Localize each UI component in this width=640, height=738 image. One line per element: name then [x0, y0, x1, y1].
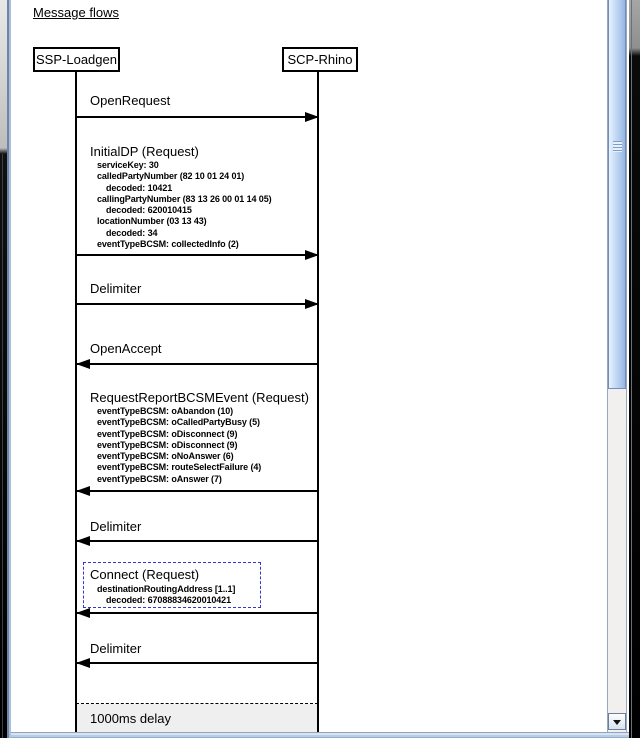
message-arrow-line — [76, 303, 318, 305]
parameter-line: decoded: 67088834620010421 — [106, 595, 231, 606]
vertical-scrollbar[interactable] — [607, 0, 627, 732]
message-arrow-line — [76, 540, 318, 542]
parameter-line: callingPartyNumber (83 13 26 00 01 14 05) — [97, 193, 272, 204]
arrowhead-right-icon — [305, 112, 319, 122]
message-label: RequestReportBCSMEvent (Request) — [90, 390, 309, 405]
arrowhead-left-icon — [76, 359, 90, 369]
message-arrow-line — [76, 490, 318, 492]
parameter-line: eventTypeBCSM: collectedInfo (2) — [97, 239, 239, 250]
parameter-line: eventTypeBCSM: oDisconnect (9) — [97, 439, 238, 450]
message-label: Delimiter — [90, 641, 142, 656]
parameter-line: eventTypeBCSM: routeSelectFailure (4) — [97, 462, 262, 473]
scrollbar-thumb[interactable] — [608, 0, 626, 389]
parameter-line: eventTypeBCSM: oCalledPartyBusy (5) — [97, 417, 260, 428]
parameter-line: destinationRoutingAddress [1..1] — [97, 584, 236, 594]
message-parameters — [97, 584, 235, 607]
arrowhead-left-icon — [76, 536, 90, 546]
message-label: Delimiter — [90, 281, 142, 296]
parameter-line: eventTypeBCSM: oAnswer (7) — [97, 473, 222, 484]
message-label: Connect (Request) — [90, 567, 200, 582]
message-parameters — [97, 406, 261, 485]
message-arrow-line — [76, 116, 318, 118]
message-arrow-line — [76, 363, 318, 365]
message-label: InitialDP (Request) — [90, 144, 199, 159]
parameter-line: locationNumber (03 13 43) — [97, 216, 207, 227]
delay-label: 1000ms delay — [90, 711, 171, 726]
message-parameters — [97, 160, 272, 250]
scrollbar-down-button[interactable] — [608, 713, 626, 730]
parameter-line: eventTypeBCSM: oAbandon (10) — [97, 406, 234, 416]
actor-label: SCP-Rhino — [287, 52, 353, 67]
actor-label: SSP-Loadgen — [36, 52, 117, 67]
message-label: OpenRequest — [90, 93, 171, 108]
page-title: Message flows — [33, 5, 119, 20]
message-arrow-line — [76, 612, 318, 614]
parameter-line: eventTypeBCSM: oDisconnect (9) — [97, 428, 238, 439]
scrollbar-track[interactable] — [608, 389, 626, 713]
arrowhead-right-icon — [305, 299, 319, 309]
message-list — [11, 0, 607, 732]
window-border-bottom — [11, 732, 629, 738]
arrowhead-right-icon — [305, 250, 319, 260]
arrowhead-left-icon — [76, 608, 90, 618]
arrowhead-left-icon — [76, 486, 90, 496]
parameter-line: calledPartyNumber (82 10 01 24 01) — [97, 171, 245, 182]
parameter-line: decoded: 34 — [106, 227, 158, 238]
message-arrow-line — [76, 254, 318, 256]
desktop-background-right — [629, 0, 640, 738]
parameter-line: serviceKey: 30 — [97, 160, 159, 170]
parameter-line: decoded: 10421 — [106, 182, 173, 193]
arrow-down-icon — [613, 720, 621, 725]
message-flow-panel — [11, 0, 607, 732]
message-label: Delimiter — [90, 519, 142, 534]
scrollbar-grip-icon — [613, 141, 622, 152]
desktop-background-left — [0, 0, 7, 738]
message-arrow-line — [76, 662, 318, 664]
parameter-line: eventTypeBCSM: oNoAnswer (6) — [97, 451, 234, 462]
message-label: OpenAccept — [90, 341, 162, 356]
parameter-line: decoded: 620010415 — [106, 205, 192, 216]
arrowhead-left-icon — [76, 658, 90, 668]
